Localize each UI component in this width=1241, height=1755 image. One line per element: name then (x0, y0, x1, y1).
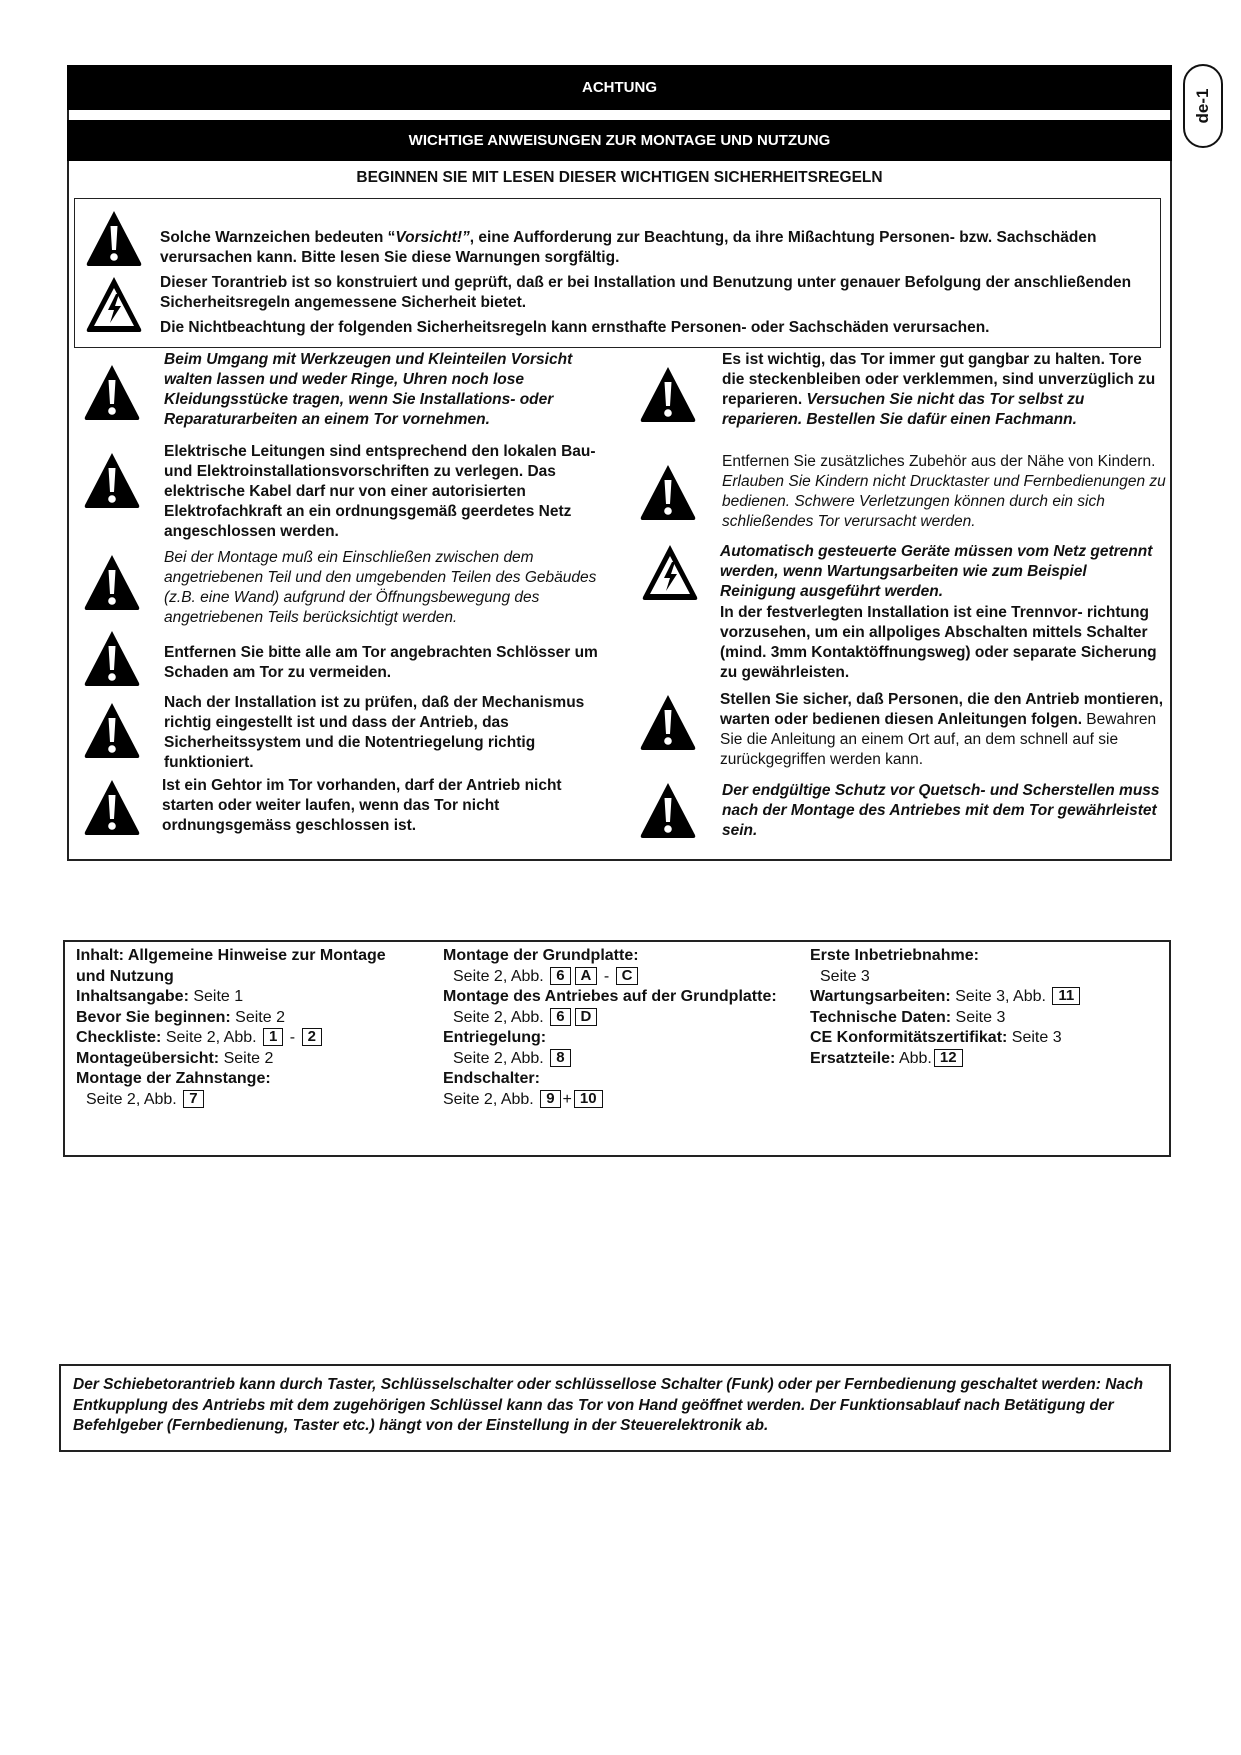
toc-label: Ersatzteile: (810, 1049, 896, 1067)
electric-hazard-icon (84, 274, 144, 334)
warning-text-final-protection: Der endgültige Schutz vor Quetsch- und Scherstellen muss nach der Montage des Antriebes mit dem Tor gewährleistet sein. (722, 782, 1160, 839)
toc-inhalt: Inhalt: Allgemeine Hinweise zur Montage (76, 947, 386, 964)
toc-label: Technische Daten: (810, 1008, 952, 1026)
figure-ref: 6 (550, 967, 570, 985)
figure-ref: 10 (574, 1090, 603, 1108)
toc-wartung[interactable] (810, 987, 1160, 1008)
toc-inbetriebnahme[interactable]: Erste Inbetriebnahme: (810, 947, 979, 964)
toc-value: Seite 3 (951, 1008, 1006, 1026)
intro-p1-end: , eine Aufforderung zur Beachtung, da ihre Mißachtung Personen- bzw. Sachschäden verursachen kann. Bitte lesen Sie diese Warnungen sorgfältig. (160, 229, 1097, 266)
achtung-bar (67, 65, 1172, 110)
toc-inbetriebnahme-ref: Seite 3 (820, 967, 870, 985)
contents-column-2 (443, 946, 813, 1110)
page-tab (1183, 64, 1223, 148)
toc-value: Seite 1 (188, 988, 244, 1005)
warning-icon (638, 462, 698, 522)
toc-uebersicht[interactable] (76, 1049, 436, 1070)
operation-note: Der Schiebetorantrieb kann durch Taster, Schlüsselschalter oder schlüssellose Schalter (Funk) oder per Fernbedienung geschaltet werden: Nach Entkupplung des Antriebs mit dem zugehörigen Schlüssel kann das Tor von Hand geöffnet werden. Der Funktionsablauf nach Betätigung der Befehlgeber (Fernbedienung, Taster etc.) hängt von der Einstellung in der Steuerelektronik ab. (73, 1376, 1144, 1434)
figure-ref: 6 (550, 1008, 570, 1026)
electric-hazard-icon (640, 542, 700, 602)
toc-grundplatte[interactable]: Montage der Grundplatte: (443, 947, 639, 964)
toc-separator: - (285, 1029, 300, 1046)
figure-ref: 12 (934, 1049, 963, 1067)
toc-inhalt-2: und Nutzung (76, 967, 174, 985)
warning-children-italic: Erlauben Sie Kindern nicht Drucktaster und Fernbedienungen zu bedienen. Schwere Verletzungen können durch ein sich schließendes Tor verursacht werden. (722, 473, 1166, 530)
figure-ref: 7 (183, 1090, 203, 1108)
figure-ref: D (575, 1008, 598, 1026)
toc-value: Seite 2, Abb. (453, 1008, 549, 1026)
toc-grundplatte-ref (443, 967, 813, 988)
warning-text-wicket: Ist ein Gehtor im Tor vorhanden, darf der Antrieb nicht starten oder weiter laufen, wenn das Tor nicht ordnungsgemäss geschlossen ist. (162, 777, 562, 834)
intro-p1-start: Solche Warnzeichen bedeuten “ (160, 229, 396, 246)
page-subtitle: BEGINNEN SIE MIT LESEN DIESER WICHTIGEN SICHERHEITSREGELN (356, 169, 883, 186)
figure-ref: A (575, 967, 598, 985)
warning-icon (82, 777, 142, 837)
toc-checkliste[interactable] (76, 1028, 436, 1049)
intro-p1-vorsicht: Vorsicht!” (395, 229, 470, 246)
toc-separator: + (562, 1090, 572, 1108)
toc-value: Seite 2, Abb. (453, 967, 549, 985)
toc-ce[interactable] (810, 1028, 1160, 1049)
toc-value: Seite 3, Abb. (950, 988, 1051, 1005)
toc-antrieb-ref (443, 1008, 813, 1029)
toc-endschalter[interactable]: Endschalter: (443, 1070, 540, 1087)
warning-text-door-maintenance (722, 350, 1167, 430)
warning-text-tools: Beim Umgang mit Werkzeugen und Kleinteilen Vorsicht walten lassen und weder Ringe, Uhren noch lose Kleidungsstücke tragen, wenn Sie Installations- oder Reparaturarbeiten an einem Tor vornehmen. (164, 351, 573, 428)
warning-instructions-bold: Stellen Sie sicher, daß Personen, die den Antrieb montieren, warten oder bedienen diesen Anleitungen folgen. (720, 691, 1164, 728)
toc-label: Bevor Sie beginnen: (76, 1008, 231, 1026)
page-title: WICHTIGE ANWEISUNGEN ZUR MONTAGE UND NUTZUNG (408, 132, 831, 149)
achtung-heading: ACHTUNG (582, 79, 657, 96)
toc-inhaltsangabe[interactable] (76, 987, 436, 1008)
warning-icon (82, 552, 142, 612)
warning-icon (82, 362, 142, 422)
toc-value: Seite 2 (230, 1008, 285, 1026)
warning-text-disconnect: Automatisch gesteuerte Geräte müssen vom Netz getrennt werden, wenn Wartungsarbeiten wie zum Beispiel Reinigung ausgeführt werden. (720, 543, 1153, 600)
title-bar (67, 120, 1172, 161)
warning-text-check: Nach der Installation ist zu prüfen, daß der Mechanismus richtig eingestellt ist und dass der Antrieb, das Sicherheitssystem und die Notentriegelung richtig funktioniert. (164, 694, 585, 771)
toc-separator: - (599, 967, 614, 985)
warning-icon (82, 450, 142, 510)
figure-ref: 2 (302, 1028, 322, 1046)
contents-column-1 (76, 946, 436, 1110)
toc-label: Montageübersicht: (76, 1049, 220, 1067)
warning-text-children (722, 452, 1167, 532)
figure-ref: 1 (263, 1028, 283, 1046)
warning-text-wiring: Elektrische Leitungen sind entsprechend den lokalen Bau- und Elektroinstallationsvorschriften zu verlegen. Das elektrische Kabel darf nur von einer autorisierten Elektrofachkraft an ein ordnungsgemäß geerdetes Netz angeschlossen werden. (164, 443, 596, 540)
warning-door-maintenance-text: Es ist wichtig, das Tor immer gut gangbar zu halten. Tore die steckenbleiben oder verklemmen, sind unverzüglich zu reparieren. (722, 351, 1156, 408)
toc-value: Seite 2 (219, 1049, 274, 1067)
toc-value: Seite 2, Abb. (443, 1090, 539, 1108)
warning-icon (82, 700, 142, 760)
toc-bevor[interactable] (76, 1008, 436, 1029)
intro-paragraph-2: Dieser Torantrieb ist so konstruiert und geprüft, daß er bei Installation und Benutzung unter genauer Befolgung der anschließenden Sicherheitsregeln angemessene Sicherheit bietet. (160, 274, 1132, 311)
warning-text-pinching: Bei der Montage muß ein Einschließen zwischen dem angetriebenen Teil und den umgebenden Teilen des Gebäudes (z.B. eine Wand) aufgrund der Öffnungsbewegung des angetriebenen Teils berücksichtigt werden. (164, 549, 597, 626)
toc-endschalter-ref (443, 1090, 813, 1111)
figure-ref: C (616, 967, 639, 985)
warning-children-text: Entfernen Sie zusätzliches Zubehör aus der Nähe von Kindern. (722, 453, 1156, 470)
warning-icon (638, 692, 698, 752)
warning-icon (638, 780, 698, 840)
toc-value: Seite 2, Abb. (453, 1049, 549, 1067)
toc-value: Seite 2, Abb. (161, 1029, 261, 1046)
warning-icon (84, 208, 144, 268)
toc-ersatzteile[interactable] (810, 1049, 1160, 1070)
intro-paragraph-1 (160, 228, 1150, 268)
toc-label: CE Konformitätszertifikat: (810, 1029, 1008, 1046)
warning-door-maintenance-italic: Versuchen Sie nicht das Tor selbst zu reparieren. Bestellen Sie dafür einen Fachmann. (722, 391, 1085, 428)
figure-ref: 8 (550, 1049, 570, 1067)
figure-ref: 9 (540, 1090, 560, 1108)
warning-text-locks: Entfernen Sie bitte alle am Tor angebrachten Schlösser um Schaden am Tor zu vermeiden. (164, 644, 598, 681)
toc-technische-daten[interactable] (810, 1008, 1160, 1029)
toc-label: Inhaltsangabe: (76, 988, 189, 1005)
warning-icon (638, 364, 698, 424)
page-tab-label: de-1 (1193, 88, 1212, 124)
toc-value: Seite 3 (1007, 1029, 1062, 1046)
toc-entriegelung-ref (443, 1049, 813, 1070)
toc-value: Seite 2, Abb. (86, 1090, 182, 1108)
toc-label: Wartungsarbeiten: (810, 988, 951, 1005)
toc-value: Abb. (895, 1049, 932, 1067)
toc-antrieb[interactable]: Montage des Antriebes auf der Grundplatte: (443, 988, 777, 1005)
toc-zahnstange[interactable]: Montage der Zahnstange: (76, 1070, 271, 1087)
warning-instructions-text: Bewahren Sie die Anleitung an einem Ort auf, an dem schnell auf sie zurückgegriffen werden kann. (720, 711, 1157, 768)
warning-icon (82, 628, 142, 688)
warning-text-isolation: In der festverlegten Installation ist eine Trennvor- richtung vorzusehen, um ein allpoliges Abschalten mittels Schalter (mind. 3mm Kontaktöffnungsweg) oder separate Sicherung zu gewährleisten. (720, 604, 1157, 681)
contents-column-3 (810, 946, 1160, 1069)
intro-paragraph-3: Die Nichtbeachtung der folgenden Sicherheitsregeln kann ernsthafte Personen- oder Sachschäden verursachen. (160, 319, 990, 336)
toc-entriegelung[interactable]: Entriegelung: (443, 1029, 547, 1046)
toc-label: Checkliste: (76, 1029, 162, 1046)
figure-ref: 11 (1052, 987, 1080, 1005)
toc-zahnstange-ref (76, 1090, 436, 1111)
warning-text-instructions (720, 690, 1170, 770)
